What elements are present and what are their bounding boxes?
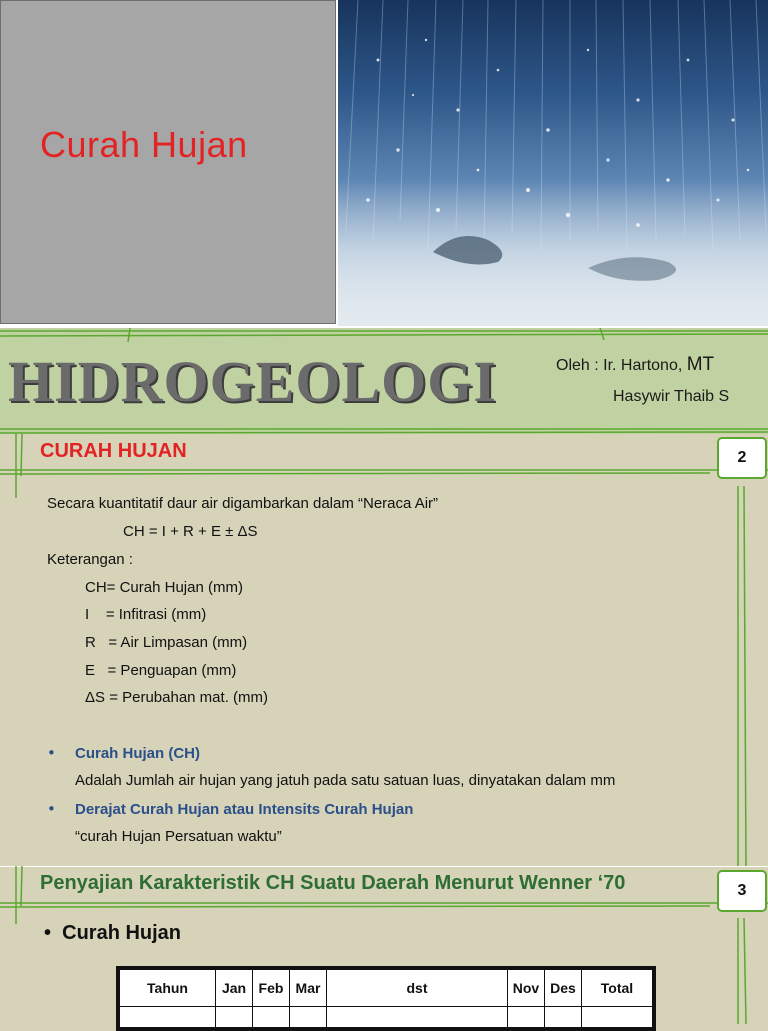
bullet-title: Curah Hujan (CH) bbox=[75, 745, 200, 762]
slide-number-badge: 3 bbox=[717, 870, 767, 912]
slide-3-bullet-label: Curah Hujan bbox=[62, 922, 182, 944]
slide-3-heading: Penyajian Karakteristik CH Suatu Daerah Menurut Wenner ‘70 bbox=[40, 872, 626, 894]
author-line-2: Hasywir Thaib S bbox=[613, 388, 730, 405]
slide-number-badge: 2 bbox=[717, 437, 767, 479]
neraca-equation: CH = I + R + E ± ΔS bbox=[123, 523, 258, 540]
table-header-cell: dst bbox=[327, 970, 508, 1007]
table-cell bbox=[508, 1007, 545, 1028]
slide-3-bullet: • Curah Hujan bbox=[44, 922, 182, 944]
table-cell bbox=[545, 1007, 582, 1028]
slide-2-heading: CURAH HUJAN bbox=[40, 440, 187, 462]
table-cell bbox=[290, 1007, 327, 1028]
table-header-cell: Nov bbox=[508, 970, 545, 1007]
table-header-cell: Des bbox=[545, 970, 582, 1007]
definition-item: R = Air Limpasan (mm) bbox=[85, 634, 248, 651]
bullet-dot: • bbox=[47, 800, 56, 818]
rain-photo-art bbox=[338, 0, 768, 326]
author-degree: MT bbox=[686, 354, 715, 375]
definition-item: CH= Curah Hujan (mm) bbox=[85, 579, 243, 596]
table-header-cell: Jan bbox=[216, 970, 253, 1007]
table-cell bbox=[216, 1007, 253, 1028]
table-cell bbox=[582, 1007, 653, 1028]
table-header-cell: Feb bbox=[253, 970, 290, 1007]
neraca-intro: Secara kuantitatif daur air digambarkan dalam “Neraca Air” bbox=[47, 495, 439, 512]
table-header-cell: Total bbox=[582, 970, 653, 1007]
keterangan-label: Keterangan : bbox=[47, 551, 133, 568]
author-name: Oleh : Ir. Hartono, bbox=[556, 357, 687, 374]
bullet-text: “curah Hujan Persatuan waktu” bbox=[75, 828, 282, 845]
bullet-text: Adalah Jumlah air hujan yang jatuh pada satu satuan luas, dinyatakan dalam mm bbox=[75, 772, 616, 789]
course-title: HIDROGEOLOGI bbox=[8, 349, 497, 414]
table-header-cell: Mar bbox=[290, 970, 327, 1007]
definition-item: E = Penguapan (mm) bbox=[85, 662, 237, 679]
table-cell bbox=[327, 1007, 508, 1028]
definition-item: I = Infitrasi (mm) bbox=[85, 606, 207, 623]
rainfall-table bbox=[116, 966, 656, 1031]
bullet-title: Derajat Curah Hujan atau Intensits Curah Hujan bbox=[75, 801, 414, 818]
author-line-1 bbox=[556, 354, 714, 376]
table-cell bbox=[253, 1007, 290, 1028]
table-row bbox=[120, 1007, 653, 1028]
bullet-dot: • bbox=[47, 744, 56, 762]
definition-item: ΔS = Perubahan mat. (mm) bbox=[85, 689, 269, 706]
rain-photo bbox=[338, 0, 768, 326]
slide-title: Curah Hujan bbox=[40, 124, 248, 165]
table-header-row bbox=[120, 970, 653, 1007]
table-header-cell: Tahun bbox=[120, 970, 216, 1007]
course-band bbox=[0, 328, 768, 434]
table-cell bbox=[120, 1007, 216, 1028]
